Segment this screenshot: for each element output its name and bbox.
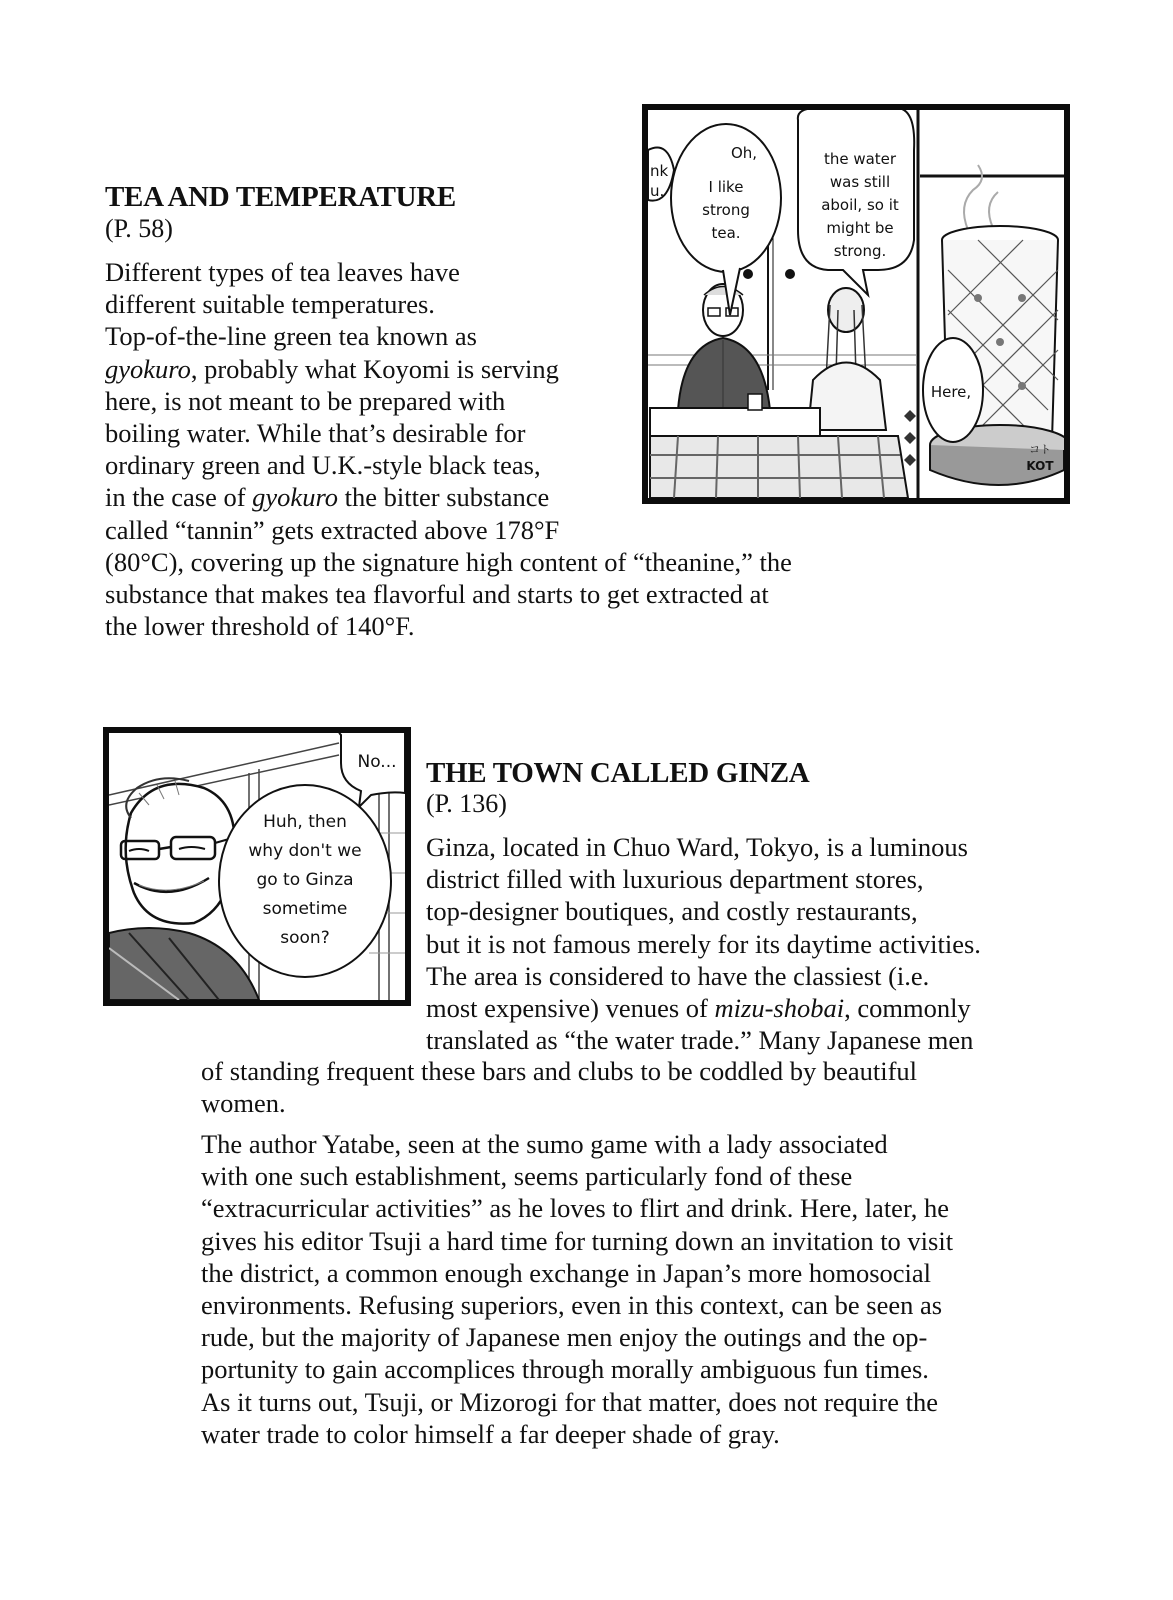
text-segment: most expensive) venues of [426,993,715,1024]
italic-term: mizu-shobai [714,993,845,1024]
paragraph-line [105,610,792,642]
text-segment: ordinary green and U.K.-style black teas, [105,450,541,481]
paragraph-line [426,895,981,927]
text-segment: women. [201,1088,286,1119]
manga-panel-ginza [103,727,411,1006]
text-segment: of standing frequent these bars and clubs to be coddled by beautiful [201,1056,918,1086]
paragraph-line [426,992,981,1024]
italic-term: gyokuro [252,482,339,513]
ginza-paragraph-1-bottom [201,1055,917,1119]
text-segment: the district, a common enough exchange in Japan’s more homosocial [201,1257,932,1288]
paragraph-line [105,578,792,610]
paragraph-line [201,1418,953,1450]
text-segment: The area is considered to have the classiest (i.e. [426,960,930,991]
section-heading-tea: TEA AND TEMPERATURE [105,181,456,213]
paragraph-line [201,1160,953,1192]
text-segment: Different types of tea leaves have [105,257,460,287]
text-segment: district filled with luxurious department stores, [426,864,924,895]
bubble-a-line-4: tea. [711,224,741,242]
text-segment: As it turns out, Tsuji, or Mizorogi for that matter, does not require the [201,1386,938,1417]
text-segment: “extracurricular activities” as he loves to flirt and drink. Here, later, he [201,1193,949,1224]
bubble-a-line-1: Oh, [730,144,758,162]
text-segment: called “tannin” gets extracted above 178°F [105,514,560,545]
paragraph-line [105,514,792,546]
bubble-ginza-line-3: go to Ginza [256,870,354,890]
paragraph-line [201,1225,953,1257]
bubble-a-line-2: I like [708,178,744,196]
text-segment: , probably what Koyomi is serving [190,353,559,384]
bubble-b-line-3: aboil, so it [821,196,899,214]
text-segment: water trade to color himself a far deeper shade of gray. [201,1418,780,1449]
text-segment: the lower threshold of 140°F. [105,611,415,642]
text-segment: the bitter substance [338,482,550,513]
page-reference-tea: (P. 58) [105,214,173,243]
bubble-c-text: Here, [930,383,972,401]
partial-bubble-line-2: u. [650,182,665,200]
text-segment: boiling water. While that’s desirable for [105,418,526,449]
paragraph-line [201,1321,953,1353]
paragraph-line [426,1024,981,1056]
text-segment: Ginza, located in Chuo Ward, Tokyo, is a luminous [426,832,968,862]
text-segment: with one such establishment, seems particularly fond of these [201,1161,853,1192]
paragraph-line [201,1128,953,1160]
text-segment: translated as “the water trade.” Many Japanese men [426,1025,974,1056]
text-segment: gives his editor Tsuji a hard time for turning down an invitation to visit [201,1225,954,1256]
paragraph-line [201,1055,917,1087]
paragraph-line [426,831,981,863]
text-segment: (80°C), covering up the signature high content of “theanine,” the [105,546,792,577]
ginza-paragraph-1-top [426,831,981,1056]
paragraph-line [201,1192,953,1224]
text-segment: here, is not meant to be prepared with [105,385,506,416]
sfx-kana: コト [1029,443,1051,456]
manga-panel-tea [642,104,1070,504]
text-segment: but it is not famous merely for its daytime activities. [426,928,981,959]
section-heading-ginza: THE TOWN CALLED GINZA [426,757,810,789]
text-segment: substance that makes tea flavorful and starts to get extracted at [105,579,769,610]
bubble-no-text: No... [357,752,397,772]
text-segment: different suitable temperatures. [105,289,435,320]
paragraph-line [201,1087,917,1119]
text-segment: top-designer boutiques, and costly restaurants, [426,896,918,927]
paragraph-line [105,546,792,578]
page-reference-ginza: (P. 136) [426,789,507,818]
ginza-panel-illustration [109,733,405,1000]
bubble-b-line-2: was still [829,173,891,191]
bubble-a-line-3: strong [702,201,750,219]
text-segment: in the case of [105,482,253,513]
paragraph-line [426,863,981,895]
bubble-b-line-5: strong. [833,242,887,260]
text-segment: rude, but the majority of Japanese men enjoy the outings and the op- [201,1322,928,1353]
text-segment: environments. Refusing superiors, even in this context, can be seen as [201,1290,943,1321]
paragraph-line [426,960,981,992]
bubble-ginza-line-5: soon? [280,928,330,948]
bubble-ginza-line-4: sometime [262,899,348,919]
bubble-ginza-line-1: Huh, then [263,812,347,832]
paragraph-line [426,928,981,960]
bubble-b-line-1: the water [823,150,897,168]
sfx-romaji: KOT [1026,459,1054,473]
text-segment: The author Yatabe, seen at the sumo game with a lady associated [201,1129,888,1159]
paragraph-line [201,1257,953,1289]
text-segment: portunity to gain accomplices through morally ambiguous fun times. [201,1354,929,1385]
bubble-b-line-4: might be [826,219,894,237]
paragraph-line [201,1289,953,1321]
partial-bubble-line-1: nk [650,162,669,180]
tea-panel-illustration [648,110,1064,498]
paragraph-line [201,1353,953,1385]
text-segment: Top-of-the-line green tea known as [105,321,477,352]
ginza-paragraph-2 [201,1128,953,1450]
paragraph-line [201,1386,953,1418]
text-segment: , commonly [844,993,971,1024]
italic-term: gyokuro [105,353,191,384]
bubble-ginza-line-2: why don't we [248,841,362,861]
